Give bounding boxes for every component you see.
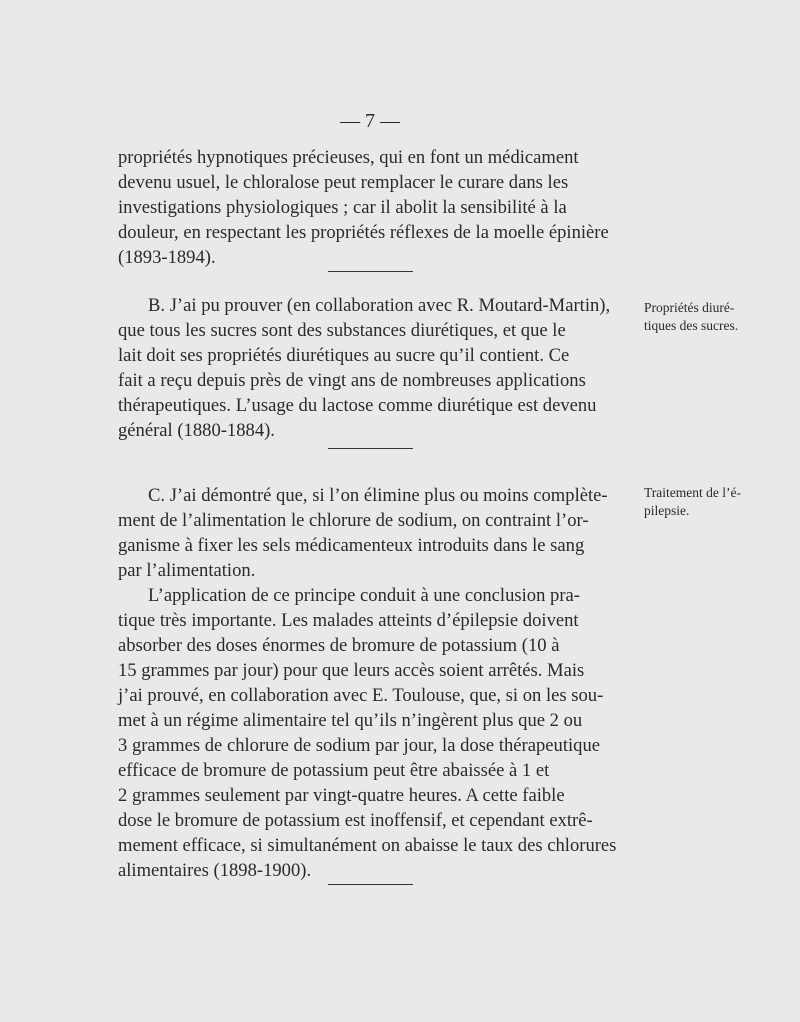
margin-note-line: Propriétés diuré-: [644, 300, 735, 315]
block-a-text: [118, 145, 623, 270]
block-a-line: douleur, en respectant les propriétés réflexes de la moelle épinière: [118, 222, 609, 243]
block-c-line: efficace de bromure de potassium peut être abaissée à 1 et: [118, 760, 550, 781]
block-b-line: thérapeutiques. L’usage du lactose comme diurétique est devenu: [118, 395, 597, 416]
block-a-line: (1893-1894).: [118, 247, 216, 268]
section-divider: [328, 271, 413, 272]
block-c-line: ganisme à fixer les sels médicamenteux introduits dans le sang: [118, 535, 585, 556]
margin-note-line: pilepsie.: [644, 503, 690, 518]
block-c-line: C. J’ai démontré que, si l’on élimine plus ou moins complète-: [148, 485, 608, 506]
block-c-line: dose le bromure de potassium est inoffensif, et cependant extrê-: [118, 810, 593, 831]
block-c-line: met à un régime alimentaire tel qu’ils n’ingèrent plus que 2 ou: [118, 710, 583, 731]
block-c-line: par l’alimentation.: [118, 560, 256, 581]
block-c-line: 2 grammes seulement par vingt-quatre heures. A cette faible: [118, 785, 565, 806]
page-number: — 7 —: [340, 110, 400, 132]
section-divider: [328, 884, 413, 885]
margin-note-line: tiques des sucres.: [644, 318, 739, 333]
block-a-line: investigations physiologiques ; car il abolit la sensibilité à la: [118, 197, 567, 218]
margin-note-epilepsy-treatment: [644, 484, 792, 520]
block-c-line: 15 grammes par jour) pour que leurs accès soient arrêtés. Mais: [118, 660, 585, 681]
block-c-text: [118, 483, 623, 883]
section-divider: [328, 448, 413, 449]
block-c-line: j’ai prouvé, en collaboration avec E. Toulouse, que, si on les sou-: [118, 685, 604, 706]
block-c-line: L’application de ce principe conduit à une conclusion pra-: [148, 585, 580, 606]
block-b-line: lait doit ses propriétés diurétiques au sucre qu’il contient. Ce: [118, 345, 570, 366]
block-c-line: 3 grammes de chlorure de sodium par jour, la dose thérapeutique: [118, 735, 601, 756]
block-b-text: [118, 293, 623, 443]
margin-note-diuretic-sugars: [644, 299, 792, 335]
block-b-line: que tous les sucres sont des substances diurétiques, et que le: [118, 320, 566, 341]
block-a-line: devenu usuel, le chloralose peut remplacer le curare dans les: [118, 172, 569, 193]
block-a-line: propriétés hypnotiques précieuses, qui en font un médicament: [118, 147, 579, 168]
block-b-line: fait a reçu depuis près de vingt ans de nombreuses applications: [118, 370, 586, 391]
margin-note-line: Traitement de l’é-: [644, 485, 741, 500]
block-c-line: absorber des doses énormes de bromure de potassium (10 à: [118, 635, 560, 656]
block-b-line: B. J’ai pu prouver (en collaboration avec R. Moutard-Martin),: [148, 295, 611, 316]
block-c-line: mement efficace, si simultanément on abaisse le taux des chlorures: [118, 835, 617, 856]
block-c-line: tique très importante. Les malades atteints d’épilepsie doivent: [118, 610, 579, 631]
block-c-line: alimentaires (1898-1900).: [118, 860, 312, 881]
block-c-line: ment de l’alimentation le chlorure de sodium, on contraint l’or-: [118, 510, 589, 531]
block-b-line: général (1880-1884).: [118, 420, 275, 441]
